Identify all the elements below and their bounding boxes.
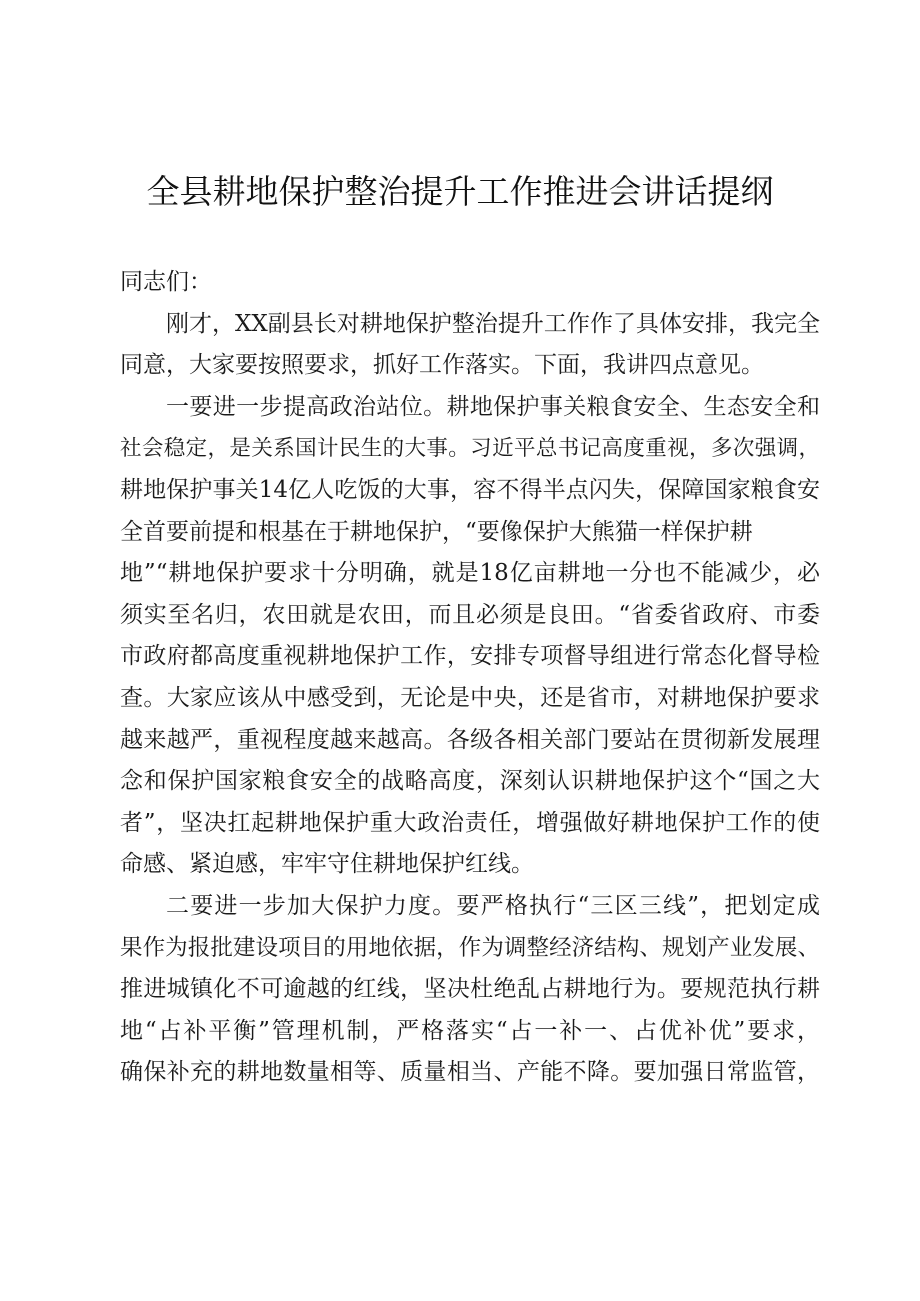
paragraph-2-line-12: 命感、紧迫感，牢牢守住耕地保护红线。 xyxy=(120,851,534,878)
salutation: 同志们： xyxy=(120,269,212,295)
paragraph-2-line-9: 越来越严，重视程度越来越高。各级各相关部门要站在贯彻新发展理 xyxy=(120,726,820,753)
paragraph-2-line-5: 地”“耕地保护要求十分明确，就是18亿亩耕地一分也不能减少，必 xyxy=(120,560,820,587)
paragraph-3-line-1: 二要进一步加大保护力度。要严格执行“三区三线”，把划定成 xyxy=(166,892,820,919)
paragraph-2-line-7: 市政府都高度重视耕地保护工作，安排专项督导组进行常态化督导检 xyxy=(120,643,820,670)
document-title: 全县耕地保护整治提升工作推进会讲话提纲 xyxy=(146,172,774,211)
paragraph-2-line-10: 念和保护国家粮食安全的战略高度，深刻认识耕地保护这个“国之大 xyxy=(120,768,820,795)
paragraph-3-line-4: 地“占补平衡”管理机制，严格落实“占一补一、占优补优”要求， xyxy=(120,1017,820,1044)
paragraph-2-line-6: 须实至名归，农田就是农田，而且必须是良田。“省委省政府、市委 xyxy=(120,601,820,628)
paragraph-3-line-2: 果作为报批建设项目的用地依据，作为调整经济结构、规划产业发展、 xyxy=(120,934,820,961)
paragraph-2-line-8: 查。大家应该从中感受到，无论是中央，还是省市，对耕地保护要求 xyxy=(120,684,820,711)
paragraph-3-line-3: 推进城镇化不可逾越的红线，坚决杜绝乱占耕地行为。要规范执行耕 xyxy=(120,976,820,1003)
paragraph-1-line-2: 同意，大家要按照要求，抓好工作落实。下面，我讲四点意见。 xyxy=(120,352,764,379)
paragraph-2-line-3: 耕地保护事关14亿人吃饭的大事，容不得半点闪失，保障国家粮食安 xyxy=(120,476,820,503)
document-body xyxy=(120,262,820,1094)
paragraph-2-line-11: 者”，坚决扛起耕地保护重大政治责任，增强做好耕地保护工作的使 xyxy=(120,809,820,836)
paragraph-2-line-2: 社会稳定，是关系国计民生的大事。习近平总书记高度重视，多次强调， xyxy=(120,436,820,462)
paragraph-1-line-1: 刚才，XX副县长对耕地保护整治提升工作作了具体安排，我完全 xyxy=(166,310,820,337)
paragraph-3-line-5: 确保补充的耕地数量相等、质量相当、产能不降。要加强日常监管， xyxy=(120,1059,820,1086)
paragraph-2-line-1: 一要进一步提高政治站位。耕地保护事关粮食安全、生态安全和 xyxy=(166,393,820,420)
paragraph-2-line-4: 全首要前提和根基在于耕地保护，“要像保护大熊猫一样保护耕 xyxy=(120,518,753,545)
